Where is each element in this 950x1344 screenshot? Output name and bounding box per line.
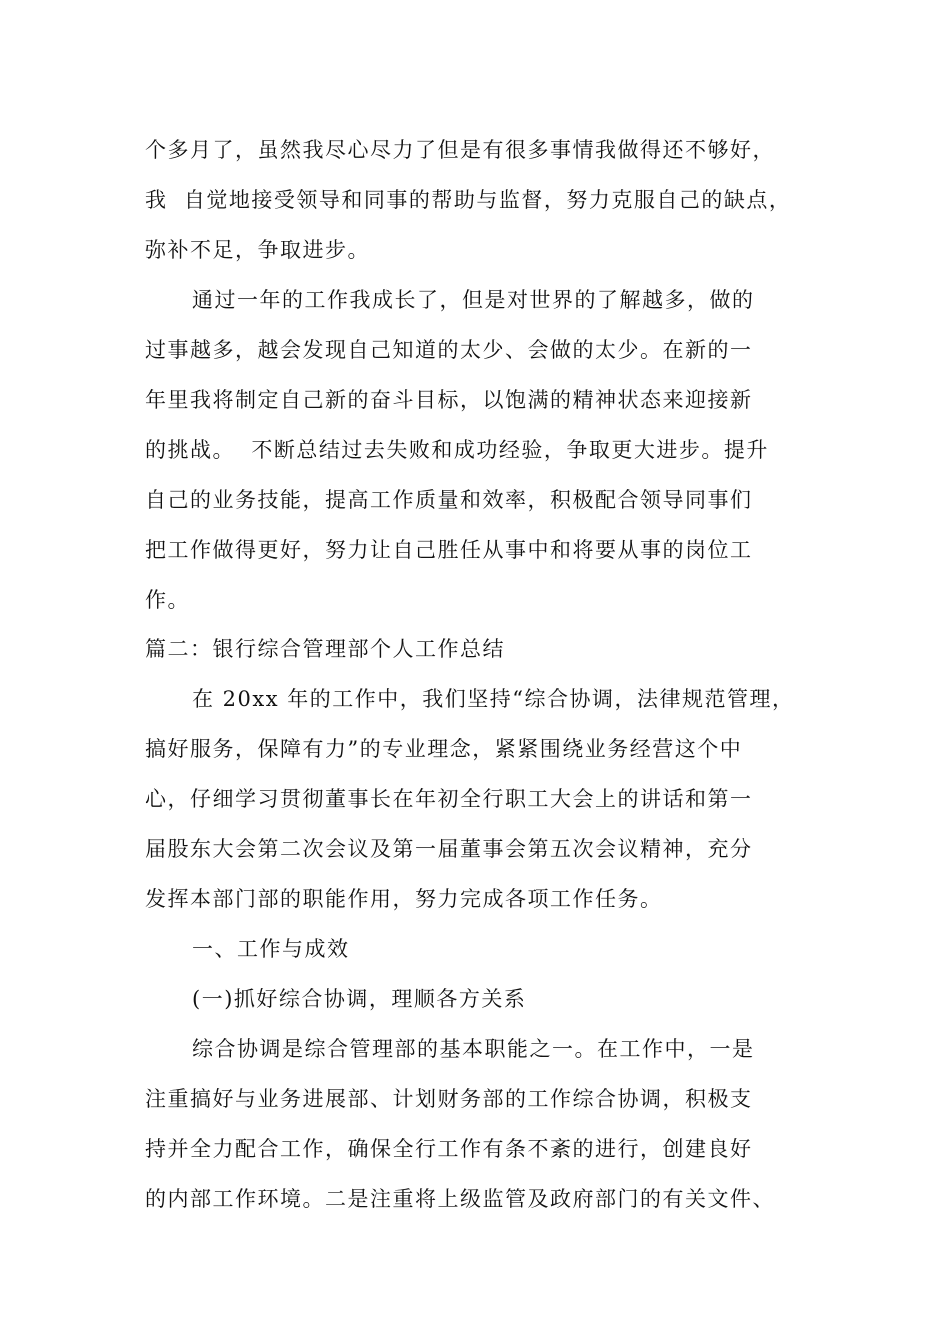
text-line: 持并全力配合工作，确保全行工作有条不紊的进行，创建良好: [145, 1137, 753, 1161]
text-line: 弥补不足，争取进步。: [145, 238, 370, 262]
subsection-heading: (一)抓好综合协调，理顺各方关系: [192, 987, 527, 1011]
text-line: 我 自觉地接受领导和同事的帮助与监督，努力克服自己的缺点，: [145, 188, 792, 212]
text-line: 在 20xx 年的工作中，我们坚持“综合协调，法律规范管理，: [192, 687, 795, 711]
text-line: 届股东大会第二次会议及第一届董事会第五次会议精神，充分: [145, 837, 753, 861]
text-line: 把工作做得更好，努力让自己胜任从事中和将要从事的岗位工: [145, 538, 753, 562]
text-line: 的挑战。 不断总结过去失败和成功经验，争取更大进步。提升: [145, 438, 769, 462]
text-line: 注重搞好与业务进展部、计划财务部的工作综合协调，积极支: [145, 1087, 753, 1111]
text-line: 搞好服务，保障有力”的专业理念，紧紧围绕业务经营这个中: [145, 737, 743, 761]
section-heading: 篇二：银行综合管理部个人工作总结: [145, 637, 505, 661]
text-line: 心，仔细学习贯彻董事长在年初全行职工大会上的讲话和第一: [145, 787, 753, 811]
text-line: 自己的业务技能，提高工作质量和效率，积极配合领导同事们: [145, 488, 753, 512]
text-line: 的内部工作环境。二是注重将上级监管及政府部门的有关文件、: [145, 1187, 775, 1211]
text-line: 通过一年的工作我成长了，但是对世界的了解越多，做的: [192, 288, 755, 312]
text-line: 发挥本部门部的职能作用，努力完成各项工作任务。: [145, 887, 663, 911]
text-line: 作。: [145, 588, 190, 612]
text-line: 综合协调是综合管理部的基本职能之一。在工作中，一是: [192, 1037, 755, 1061]
text-line: 年里我将制定自己新的奋斗目标，以饱满的精神状态来迎接新: [145, 388, 753, 412]
text-line: 过事越多，越会发现自己知道的太少、会做的太少。在新的一: [145, 338, 753, 362]
subsection-heading: 一、工作与成效: [192, 937, 350, 961]
text-line: 个多月了，虽然我尽心尽力了但是有很多事情我做得还不够好，: [145, 138, 775, 162]
